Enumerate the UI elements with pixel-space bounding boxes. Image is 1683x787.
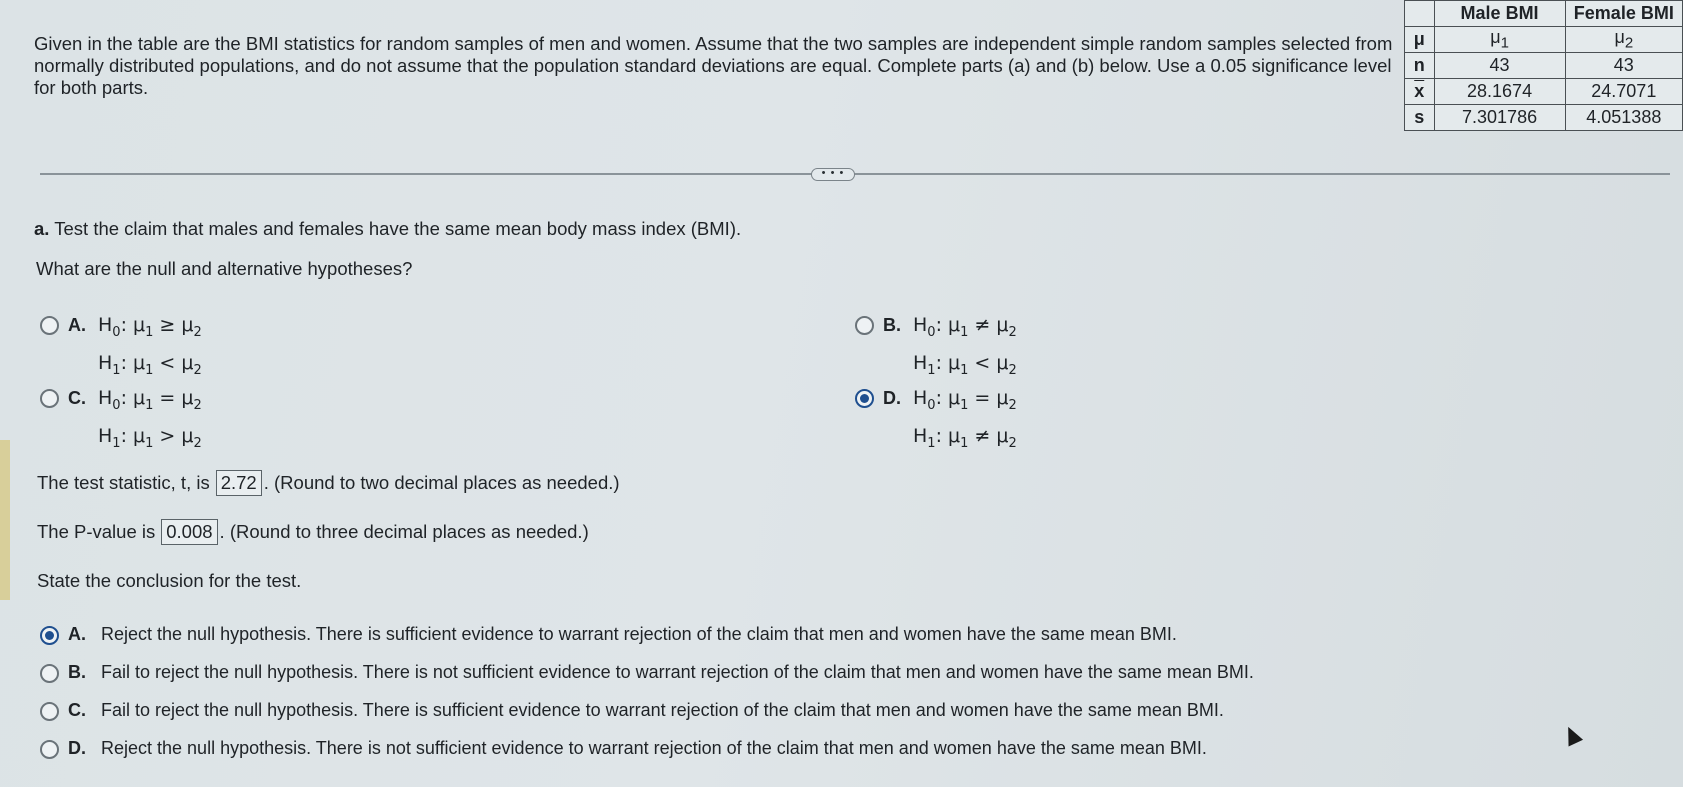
part-a-text: Test the claim that males and females have the same mean body mass index (BMI).	[54, 218, 742, 239]
conclusion-text: Fail to reject the null hypothesis. There is sufficient evidence to warrant rejection of the claim that men and women have the same mean BMI.	[101, 700, 1224, 720]
edge-highlight	[0, 440, 10, 600]
radio-conclusion-d[interactable]	[40, 740, 59, 759]
cell-male-s: 7.301786	[1434, 105, 1565, 131]
row-label-n: n	[1405, 53, 1435, 79]
conclusion-text: Reject the null hypothesis. There is sufficient evidence to warrant rejection of the claim that men and women have the same mean BMI.	[101, 624, 1177, 644]
cell-male-xbar: 28.1674	[1434, 79, 1565, 105]
option-letter: B.	[883, 315, 901, 335]
conclusion-option-a[interactable]	[40, 624, 1177, 645]
alt-hypothesis: $H_1$: $\mu_1 \ne \mu_2$	[913, 424, 1017, 451]
hypotheses-question: What are the null and alternative hypotheses?	[36, 258, 413, 279]
cell-female-s: 4.051388	[1565, 105, 1682, 131]
null-hypothesis: $H_0$: $\mu_1 \ne \mu_2$	[913, 314, 1017, 340]
hypothesis-option-c[interactable]	[40, 388, 202, 459]
test-stat-suffix: . (Round to two decimal places as needed.)	[263, 472, 620, 493]
radio-option-b[interactable]	[855, 316, 874, 335]
null-hypothesis: $H_0$: $\mu_1 = \mu_2$	[913, 387, 1017, 413]
table-row	[1405, 53, 1683, 79]
cell-male-mu: $\mu_1$	[1434, 27, 1565, 53]
conclusion-text: Fail to reject the null hypothesis. There is not sufficient evidence to warrant rejection of the claim that men and women have the same mean BMI.	[101, 662, 1254, 682]
hypothesis-text	[98, 383, 202, 459]
header-male-bmi: Male BMI	[1434, 1, 1565, 27]
radio-option-a[interactable]	[40, 316, 59, 335]
conclusion-option-b[interactable]	[40, 662, 1254, 683]
option-letter: C.	[68, 700, 86, 720]
table-corner	[1405, 1, 1435, 27]
radio-conclusion-c[interactable]	[40, 702, 59, 721]
option-letter: C.	[68, 388, 86, 408]
cell-female-mu: $\mu_2$	[1565, 27, 1682, 53]
section-divider	[40, 173, 1670, 175]
bmi-stats-table	[1404, 0, 1683, 131]
option-letter: A.	[68, 624, 86, 644]
conclusion-text: Reject the null hypothesis. There is not sufficient evidence to warrant rejection of the claim that men and women have the same mean BMI.	[101, 738, 1207, 758]
option-letter: B.	[68, 662, 86, 682]
null-hypothesis: $H_0$: $\mu_1 = \mu_2$	[98, 387, 202, 413]
alt-hypothesis: $H_1$: $\mu_1 < \mu_2$	[913, 351, 1017, 378]
pvalue-line	[37, 519, 589, 545]
table-row	[1405, 79, 1683, 105]
test-statistic-input[interactable]: 2.72	[216, 470, 262, 496]
null-hypothesis: $H_0$: $\mu_1 \ge \mu_2$	[98, 314, 202, 340]
option-letter: D.	[883, 388, 901, 408]
alt-hypothesis: $H_1$: $\mu_1 < \mu_2$	[98, 351, 202, 378]
radio-conclusion-a[interactable]	[40, 626, 59, 645]
part-a-letter: a.	[34, 218, 50, 239]
option-letter: A.	[68, 315, 86, 335]
problem-prompt: Given in the table are the BMI statistics for random samples of men and women. Assume that the two samples are independent simple random samples selected from normally distributed populations, and do not assume that the population standard deviations are equal. Complete parts (a) and (b) below. Use a 0.05 significance level for both parts.	[34, 33, 1393, 98]
test-stat-prefix: The test statistic, t, is	[37, 472, 210, 493]
cell-male-n: 43	[1434, 53, 1565, 79]
expand-more-button[interactable]: • • •	[811, 168, 855, 181]
table-row	[1405, 27, 1683, 53]
hypothesis-option-d[interactable]	[855, 388, 1017, 459]
table-row	[1405, 105, 1683, 131]
radio-conclusion-b[interactable]	[40, 664, 59, 683]
header-female-bmi: Female BMI	[1565, 1, 1682, 27]
mouse-pointer-icon	[1561, 723, 1583, 746]
hypothesis-text	[913, 383, 1017, 459]
hypothesis-text	[913, 310, 1017, 386]
test-statistic-line	[37, 470, 620, 496]
conclusion-option-d[interactable]	[40, 738, 1207, 759]
cell-female-n: 43	[1565, 53, 1682, 79]
table-header-row	[1405, 1, 1683, 27]
hypothesis-option-a[interactable]	[40, 315, 202, 386]
alt-hypothesis: $H_1$: $\mu_1 > \mu_2$	[98, 424, 202, 451]
hypothesis-text	[98, 310, 202, 386]
radio-option-c[interactable]	[40, 389, 59, 408]
pvalue-input[interactable]: 0.008	[161, 519, 217, 545]
hypothesis-option-b[interactable]	[855, 315, 1017, 386]
part-a-prompt	[34, 218, 741, 240]
row-label-xbar: $\overline{x}$	[1405, 79, 1435, 105]
conclusion-prompt: State the conclusion for the test.	[37, 570, 302, 591]
pvalue-prefix: The P-value is	[37, 521, 156, 542]
option-letter: D.	[68, 738, 86, 758]
cell-female-xbar: 24.7071	[1565, 79, 1682, 105]
radio-option-d[interactable]	[855, 389, 874, 408]
conclusion-option-c[interactable]	[40, 700, 1224, 721]
row-label-s: s	[1405, 105, 1435, 131]
row-label-mu: μ	[1405, 27, 1435, 53]
pvalue-suffix: . (Round to three decimal places as needed.)	[219, 521, 589, 542]
